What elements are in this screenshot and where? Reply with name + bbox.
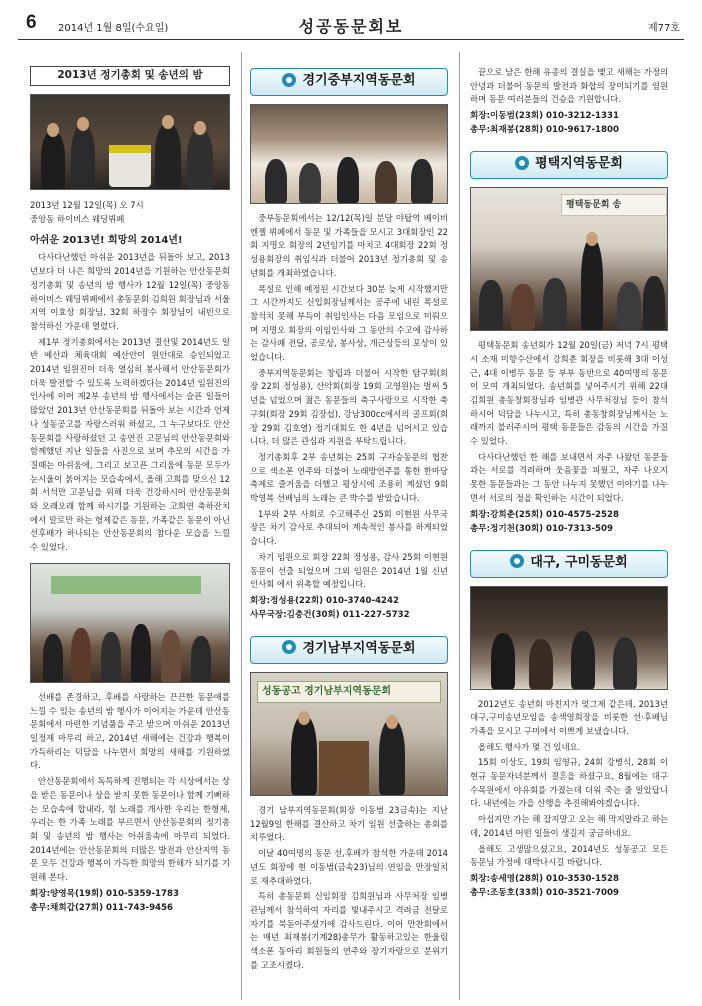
photo-pyeongtaek [470,187,668,331]
paragraph: 폭설로 인해 예정된 시간보다 30분 늦게 시작했지만 그 시간까지도 신입회장님께서는 공주에 내린 폭설로 참석치 못해 부득이 취임인사는 다음 모임으로 미뤄으며 지명오 회장의 이임인사와 그 동안의 수고에 감사하는 감사패 전달, 공로상, 봉사상, 개근상등의 포상이 있었습니다. [250,283,448,363]
contact-secretary: 총무:최재봉(28회) 010-9617-1800 [470,125,619,136]
contact-secretary: 사무국장:김충건(30회) 011-227-5732 [250,609,410,620]
page-header [18,12,684,40]
event-banner: 성동공고 경기남부지역동문회 [257,681,441,703]
article-box-title: 2013년 정기총회 및 송년의 밤 [30,66,230,86]
paragraph: 선배를 존경하고, 후배를 사랑하는 끈끈한 동문애를 느낄 수 있는 송년의 밤 행사가 이어지는 가운데 안산동문회에서 마련한 기념품을 주고 받으며 아쉬운 2013년 일정재 마무리 하고, 2014년 새해에는 건강과 행복이 가득하리는 덕담을 나누면서 희망의 새해를 기원하였다. [30,691,230,771]
paragraph: 평택동문회 송년회가 12월 20일(금) 저녁 7시 평택시 소재 미향수산에서 강희춘 회장을 비롯해 3대 이성근, 4대 이병두 동문 등 부부 동반으로 40여명의 동문이 모여 개최되었다. 송년회를 넣어주시기 위해 22대 김희원 총동창회장님과 임병관 사무처장님 등이 참석하시어 덕담을 나누시고, 특히 총동창회장님께서는 노래까지 불러주시어 평택 동문들은 감동의 시간을 가질 수 있었다. [470,340,668,447]
issue-date: 2014년 1월 8일(수요일) [58,23,169,34]
contact-president: 회장:강희춘(25회) 010-4575-2528 [470,509,619,520]
paragraph: 중부동문회에서는 12/12(목)일 분당 야탑역 베이비엔젤 뷔페에서 동문 및 가족들을 모시고 3대회장인 22회 지명오 회장의 2년임기를 마치고 4대회장 22회 정성용회장의 취임식과 더불어 2013년 정기총회 및 송년회를 개최하였습니다. [250,213,448,278]
column-central-south [250,52,448,974]
contact-president: 회장:양영목(19회) 010-5359-1783 [30,888,179,899]
page-number: 6 [26,12,37,33]
paragraph: 다사다난했던 한 해를 보내면서 자주 나왔던 동문들과는 서로를 격려하며 웃음꽃을 피웠고, 자주 나오지 못한 동문들과는 그 동안 나누지 못했던 이야기를 나누면서 서로의 정을 확인하는 시간이 되었다. [470,451,668,503]
section-banner: 경기중부지역동문회 [250,68,448,96]
paragraph: 경기 남부지역동문회(회장 이동범 23금속)는 지난 12월9일 한해를 결산하고 차기 임원 선출하는 총회를 치루었다. [250,804,448,843]
section-emblem-icon [515,156,529,170]
column-pyeongtaek-daegu [470,52,668,900]
photo-south-podium [250,672,448,796]
section-banner: 경기남부지역동문회 [250,636,448,664]
column-divider [459,52,460,1000]
photo-central-dinner [250,104,448,204]
paragraph: 특히 총동문회 신임회장 김희원님과 사무처장 임병관님께서 참석하여 자리를 빛내주시고 격려금 전달로 자기를 북돋아주셨기에 감사드린다. 이어 만찬회에서는 매년 최재봉(기계28)총무가 활동하고있는 한울림 색소폰 동아리 회원들의 연주와 장기자랑으로 분위기를 고조시켰다. [250,891,448,970]
photo-banquet [30,563,230,683]
photo-caption: 2013년 12월 12일(목) 오 7시 중앙동 하이비스 웨딩뷔페 [30,199,144,224]
contact-secretary: 총무:조동호(33회) 010-3521-7009 [470,887,619,898]
paragraph: 2012년도 송년회 마친지가 엊그제 같은데, 2013년 대구,구미송년모임을 송색영희장을 비롯한 선·후배님 가족을 모시고 구미에서 이쁘게 보냈습니다. [470,698,668,736]
photo-toast [30,94,230,190]
section-banner: 대구, 구미동문회 [470,550,668,578]
section-emblem-icon [282,73,296,87]
paragraph: 1부와 2부 사회로 수고해주신 25회 이현원 사무국장은 차기 감사로 추대되어 계속적인 봉사를 하게되었습니다. [250,508,448,547]
paragraph: 차기 임원으로 회장 22회 정성용, 감사 25회 이현원 동문이 선출 되었으며 그외 임원은 2014년 1월 신년인사회 에서 위촉할 예정입니다. [250,551,448,590]
paragraph: 올해도 고생많으셨고요, 2014년도 성동공고 모든 동문님 가정에 대박나시길 바랍니다. [470,843,668,868]
issue-number: 제77호 [647,23,680,34]
paragraph: 제1부 정기총회에서는 2013년 결산및 2014년도 일반 예산과 체육대회 예산안이 원안대로 승인되었고 2014년 임원진이 더욱 열심히 봉사해서 안산동문회가 더욱 발전할 수 있도록 노력하겠다는 2014년 임원진의 인사에 이어 제2부 송년의 밤 행사에서는 슬픈 일들이 많았던 2013년 안산동문회를 뒤돌아 보는 시간과 언제나 성동공고를 자랑스러워 하셨고, 그 누구보다도 안산동문회를 사랑하셨던 고 송연진 고문님의 안산동문회와 함께했던 지난 일들을 사진으로 보며 추모의 시간을 가질때는 아쉬움에, 그리고 보고픈 그리움에 동문 모두가 눈시울이 붉어지는 모습속에서, 올해 고희를 맞으신 12회 서석만 고문님을 위해 더욱 건강하시어 안산동문회와 오래오래 함께 하시기를 기원하는 고희연 축하잔치에서 말로만 하는 형제같은 동문, 가족같은 동문이 아닌 선후배가 하나되는 안산동문회의 참다운 모습을 느낄 수 있었다. [30,336,230,553]
article-subhead: 아쉬운 2013년! 희망의 2014년! [30,234,183,246]
paragraph: 아십지만 가는 해 잡지말고 오는 해 막지말라고 하는데, 2014년 어떤 일들이 생길지 궁금하네요. [470,814,668,838]
paragraph: 이날 40여명의 동문 선,후배가 참석한 가운데 2014년도 회장에 현 이동범(금속23)님의 연임을 만장일치로 재추대하였다. [250,848,448,886]
section-emblem-icon [510,554,524,568]
column-ansan [30,52,230,915]
event-banner: 평택동문회 송 [561,194,667,216]
newsletter-title: 성공동문회보 [298,17,404,36]
paragraph: 안산동문회에서 독특하게 진행되는 각 시상에서는 상을 받은 동문이나 상을 받지 못한 동문이나 함께 기뻐하는 모습속에 합내라, 힘 노래를 개사한 우리는 한형제, 우리는 한 가족 노래를 부르면서 안산동문회의 정기총회 및 송년의 밤 행사는 아쉬움속에 마무리 되었다. 2014년에는 안산동문회의 더많은 발전과 안산지역 동문 모두 건강과 행복이 가득한 희망의 한해가 되기를 기원해 본다. [30,776,230,883]
column-divider [241,52,242,1000]
paragraph: 올해도 행사가 몇 건 있네요. [478,741,581,752]
paragraph: 끝으로 남은 한해 유종의 결실을 맺고 새해는 가정의 안녕과 더불어 동문의 발전과 화합의 장이되기를 염원하며 동문 여러분들의 건승을 기원합니다. [470,67,668,105]
contact-president: 회장:이동범(23회) 010-3212-1331 [470,111,619,122]
contact-secretary: 총무:정기천(30회) 010-7313-509 [470,523,613,534]
photo-daegu [470,586,668,690]
contact-president: 회장:송세영(28회) 010-3530-1528 [470,873,619,884]
section-banner: 평택지역동문회 [470,151,668,179]
contact-secretary: 총무:채희갑(27회) 011-743-9456 [30,902,173,913]
contact-president: 회장:정성용(22회) 010-3740-4242 [250,595,399,606]
paragraph: 정기총회후 2부 송년회는 25회 구자승동문의 협찬으로 색소폰 연주와 더불어 노래방연주를 통한 한마당축제로 즐거움을 더했고 평상시에 조용히 계셨던 9회 박영복 선배님의 노래는 큰 박수를 받았습니다. [250,451,448,504]
paragraph: 15회 이상도, 19회 임영규, 24회 강병식, 28회 이현규 동문자녀분께서 결혼을 하셨구요, 8월에는 대구 수목원에서 야유회를 가졌는데 더워 죽는 줄 알았답니다. 내년에는 가을 산행을 추진해봐야겠습니다. [470,757,668,809]
paragraph: 다사다난했던 아쉬운 2013년을 뒤돌아 보고, 2013년보다 더 나은 희망의 2014년을 기원하는 안산동문회 정기총회 및 송년의 밤 행사가 12월 12일(목) 중앙동 하이비스 웨딩뷔페에서 총동문회 김희원 회장님과 서울지역 이효상 회장님, 32회 하장수 회장님이 내빈으로 참석하신 가운데 열렸다. [30,252,230,331]
section-emblem-icon [282,640,296,654]
paragraph: 중부지역동문회는 창립과 더불어 시작한 탐구회(회장 22회 정성용), 산악회(회장 19회 고영원)는 벌써 5년을 넘었으며 젊은 동문들의 축구사랑으로 시작한 축구회(회장 29회 김장섭), 강남300cc에서의 골프회(회장 29회 김호열) 정기대회도 한 4년을 넘어서고 있습니다. 더 많은 관심과 지원을 부탁드립니다. [250,367,448,447]
